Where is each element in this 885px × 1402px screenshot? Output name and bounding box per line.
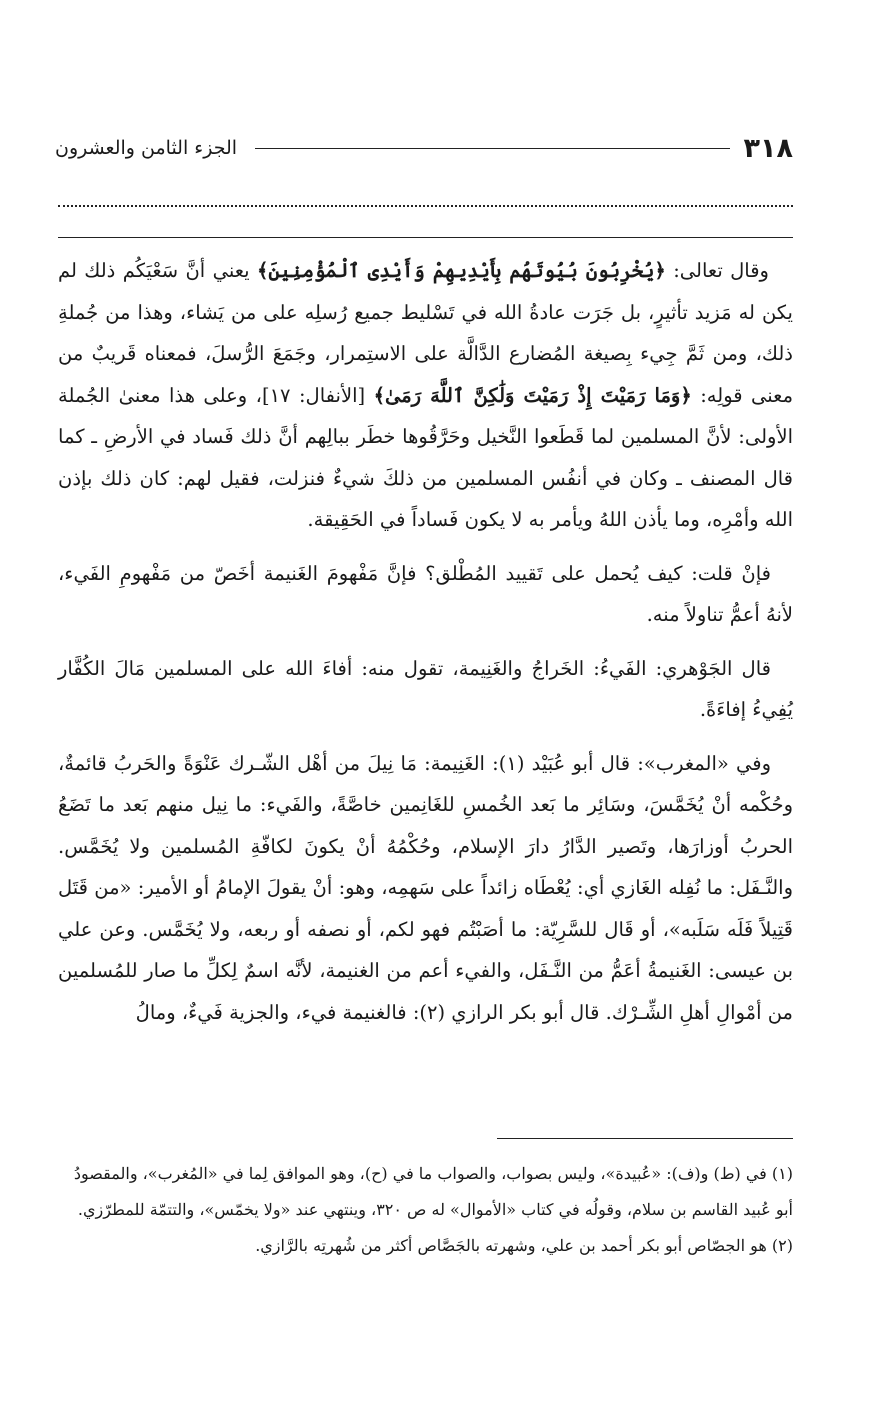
paragraph-1-end: [الأنفال: ١٧]، وعلى هذا معنىٰ الجُملة الأولى: لأنَّ المسلمين لما قَطَعوا النَّخيل وحَرَّقُوها خطَر ببالِهم أنَّ ذلك فَساد في الأرضِ ـ كما قال المصنف ـ وكان في أنفُس المسلمين من ذلكَ شيءٌ فنزلت، فقيل لهم: كان ذلك بإذن الله وأمْرِه، وما يأذن اللهُ ويأمر به لا يكون فَساداً في الحَقِيقة.: [58, 383, 793, 531]
footnote-1-line-1: (١) في (ط) و(ف): «عُبيدة»، وليس بصواب، والصواب ما في (ح)، وهو الموافق لِما في «المُغرب»، والمقصودُ: [73, 1164, 793, 1183]
footnote-1-line-2: أبو عُبيد القاسم بن سلام، وقولُه في كتاب «الأموال» له ص ٣٢٠، وينتهي عند «ولا يخمّس»، والتتمّة للمطرّزي.: [77, 1200, 793, 1219]
dotted-separator: [58, 205, 793, 207]
main-text: [58, 250, 793, 1045]
footnotes: [58, 1156, 793, 1264]
footnote-2: (٢) هو الجصّاص أبو بكر أحمد بن علي، وشهرته بالجَصَّاص أكثر من شُهرتِه بالرَّازي.: [255, 1236, 793, 1255]
page-header: [55, 128, 793, 168]
paragraph-1: [58, 250, 793, 541]
paragraph-2: فإنْ قلت: كيف يُحمل على تَقييد المُطْلق؟ فإنَّ مَفْهومَ الغَنيمة أخَصّ من مَفْهومِ الفَيء، لأنهُ أعمُّ تناولاً منه.: [58, 561, 793, 626]
quran-verse-1: ﴿يُخْرِبُونَ بُيُوتَهُم بِأَيْدِيهِمْ وَأَيْدِى ٱلْمُؤْمِنِينَ﴾: [256, 259, 666, 282]
running-title: الجزء الثامن والعشرون: [55, 137, 238, 159]
page-number: ٣١٨: [743, 132, 793, 164]
header-divider: [58, 237, 793, 238]
header-rule: [255, 148, 730, 149]
footnote-rule: [497, 1138, 793, 1139]
quran-verse-2: ﴿وَمَا رَمَيْتَ إِذْ رَمَيْتَ وَلَٰكِنَّ ٱللَّهَ رَمَىٰ﴾: [373, 383, 692, 407]
paragraph-3: قال الجَوْهري: الفَيءُ: الخَراجُ والغَنِيمة، تقول منه: أفاءَ الله على المسلمين مَالَ الكُفَّار يُفِيءُ إفاءَةً.: [58, 656, 793, 721]
paragraph-1-middle: يعني أنَّ سَعْيَكُم ذلك لم يكن له مَزيد تأثيرٍ، بل جَرَت عادةُ الله في تَسْليط جميع رُسلِه على من يَشاء، وهذا من جُملةِ ذلك، ومن ثَمَّ جِيء بِصيغة المُضارع الدَّالَّة على الاستِمرار، وجَمَعَ الرُّسلَ، فمعناه قَريبٌ من معنى قولِه:: [58, 259, 794, 407]
paragraph-4: وفي «المغرب»: قال أبو عُبَيْد (١): الغَنِيمة: مَا نِيلَ من أهْل الشّـرك عَنْوَةً والحَربُ قائمةٌ، وحُكْمه أنْ يُخَمَّسَ، وسَائِر ما بَعد الخُمسِ للغَانِمين خاصَّةً، والفَيء: ما نِيل منهم بَعد ما تَضَعُ الحربُ أوزارَها، وتَصير الدَّارُ دارَ الإسلام، وحُكْمُهُ أنْ يكونَ لكافّةِ المُسلمين ولا يُخَمَّس. والنَّـفَل: ما نُفِله الغَازي أي: يُعْطَاه زائداً على سَهمِه، وهو: أنْ يقولَ الإمامُ أو الأمير: «من قَتَل قَتِيلاً فَلَه سَلَبه»، أو قَال للسَّرِيّة: ما أصَبْتُم فهو لكم، أو نصفه أو ربعه، ولا يُخَمَّس. وعن علي بن عيسى: الغَنيمةُ أعَمُّ من النَّـفَل، والفيء أعم من الغنيمة، لأنَّه اسمٌ لِكلِّ ما صار للمُسلمين من أمْوالِ أهلِ الشِّـرْك. قال أبو بكر الرازي (٢): فالغنيمة فيء، والجزية فَيءٌ، ومالُ: [58, 751, 793, 1024]
paragraph-1-intro: وقال تعالى:: [665, 259, 769, 282]
